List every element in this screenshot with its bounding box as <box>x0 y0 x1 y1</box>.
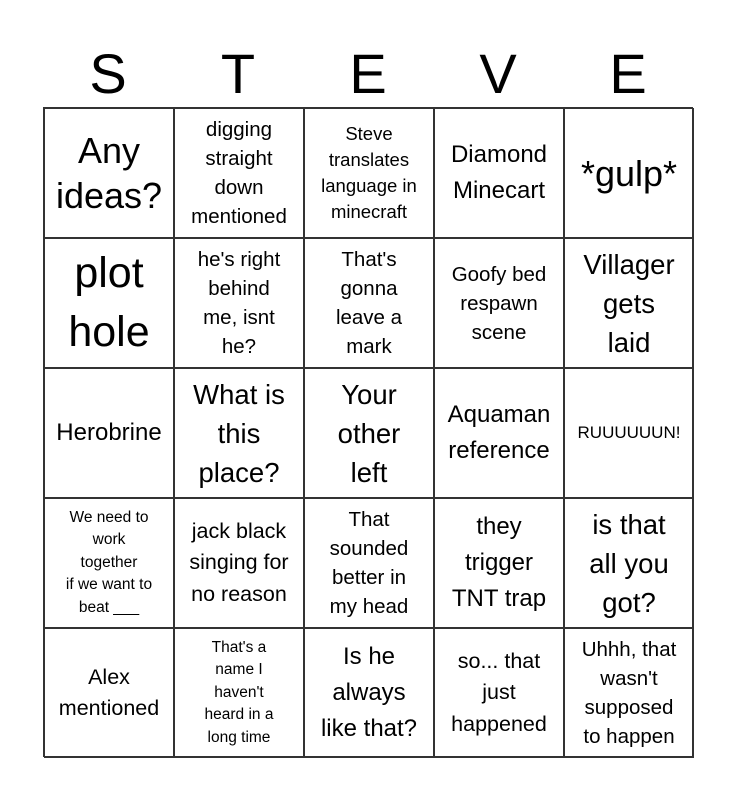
bingo-cell[interactable] <box>174 238 304 368</box>
bingo-cell[interactable] <box>174 108 304 238</box>
bingo-cell[interactable] <box>434 368 564 498</box>
bingo-cell[interactable] <box>44 628 174 758</box>
cell-text: Alex mentioned <box>58 664 160 720</box>
bingo-cell[interactable] <box>304 238 434 368</box>
bingo-cell[interactable] <box>174 498 304 628</box>
header-letter-v: V <box>479 42 517 105</box>
cell-text: jack black singing for no reason <box>189 518 289 606</box>
cell-text: Is he always like that? <box>320 643 418 742</box>
bingo-header <box>43 40 693 108</box>
bingo-cell[interactable] <box>304 498 434 628</box>
bingo-cell[interactable] <box>434 498 564 628</box>
cell-text: *gulp* <box>580 152 678 194</box>
cell-text: What is this place? <box>193 378 285 488</box>
header-letter-e: E <box>349 42 387 105</box>
bingo-board <box>43 107 693 757</box>
bingo-cell[interactable] <box>304 108 434 238</box>
bingo-cell[interactable] <box>434 238 564 368</box>
cell-text: Any ideas? <box>55 130 163 216</box>
bingo-cell[interactable] <box>174 368 304 498</box>
cell-text: Uhhh, that wasn't supposed to happen <box>581 638 677 748</box>
bingo-cell[interactable] <box>434 108 564 238</box>
cell-text: That sounded better in my head <box>329 508 409 618</box>
cell-text: is that all you got? <box>589 508 669 618</box>
cell-text: That's gonna leave a mark <box>335 248 403 358</box>
cell-text: Villager gets laid <box>583 248 675 358</box>
cell-text: digging straight down mentioned <box>191 118 287 228</box>
cell-text: Diamond Minecart <box>450 141 548 204</box>
bingo-cell[interactable] <box>44 238 174 368</box>
cell-text: That's a name I haven't heard in a long time <box>204 638 274 746</box>
bingo-cell[interactable] <box>564 628 694 758</box>
cell-text: Aquaman reference <box>447 401 551 464</box>
bingo-cell[interactable] <box>564 238 694 368</box>
bingo-cell[interactable] <box>44 498 174 628</box>
bingo-cell[interactable] <box>174 628 304 758</box>
cell-text: RUUUUUUN! <box>577 422 681 442</box>
bingo-cell[interactable] <box>44 108 174 238</box>
bingo-cell[interactable] <box>304 368 434 498</box>
cell-text: Your other left <box>337 378 401 488</box>
header-letter-e2: E <box>609 42 647 105</box>
bingo-cell[interactable] <box>564 498 694 628</box>
bingo-cell[interactable] <box>44 368 174 498</box>
bingo-cell[interactable] <box>434 628 564 758</box>
header-letter-t: T <box>220 42 256 105</box>
header-letter-s: S <box>89 42 127 105</box>
bingo-cell[interactable] <box>304 628 434 758</box>
cell-text: he's right behind me, isnt he? <box>197 248 281 358</box>
bingo-cell[interactable] <box>564 368 694 498</box>
cell-text: so... that just happened <box>451 648 547 736</box>
cell-text: Herobrine <box>56 419 162 446</box>
cell-text: they trigger TNT trap <box>451 513 547 612</box>
cell-text: Goofy bed respawn scene <box>451 262 547 344</box>
cell-text: Steve translates language in minecraft <box>321 123 417 222</box>
cell-text: We need to work together if we want to beat ___ <box>65 508 153 616</box>
bingo-cell[interactable] <box>564 108 694 238</box>
cell-text: plot hole <box>68 249 150 356</box>
